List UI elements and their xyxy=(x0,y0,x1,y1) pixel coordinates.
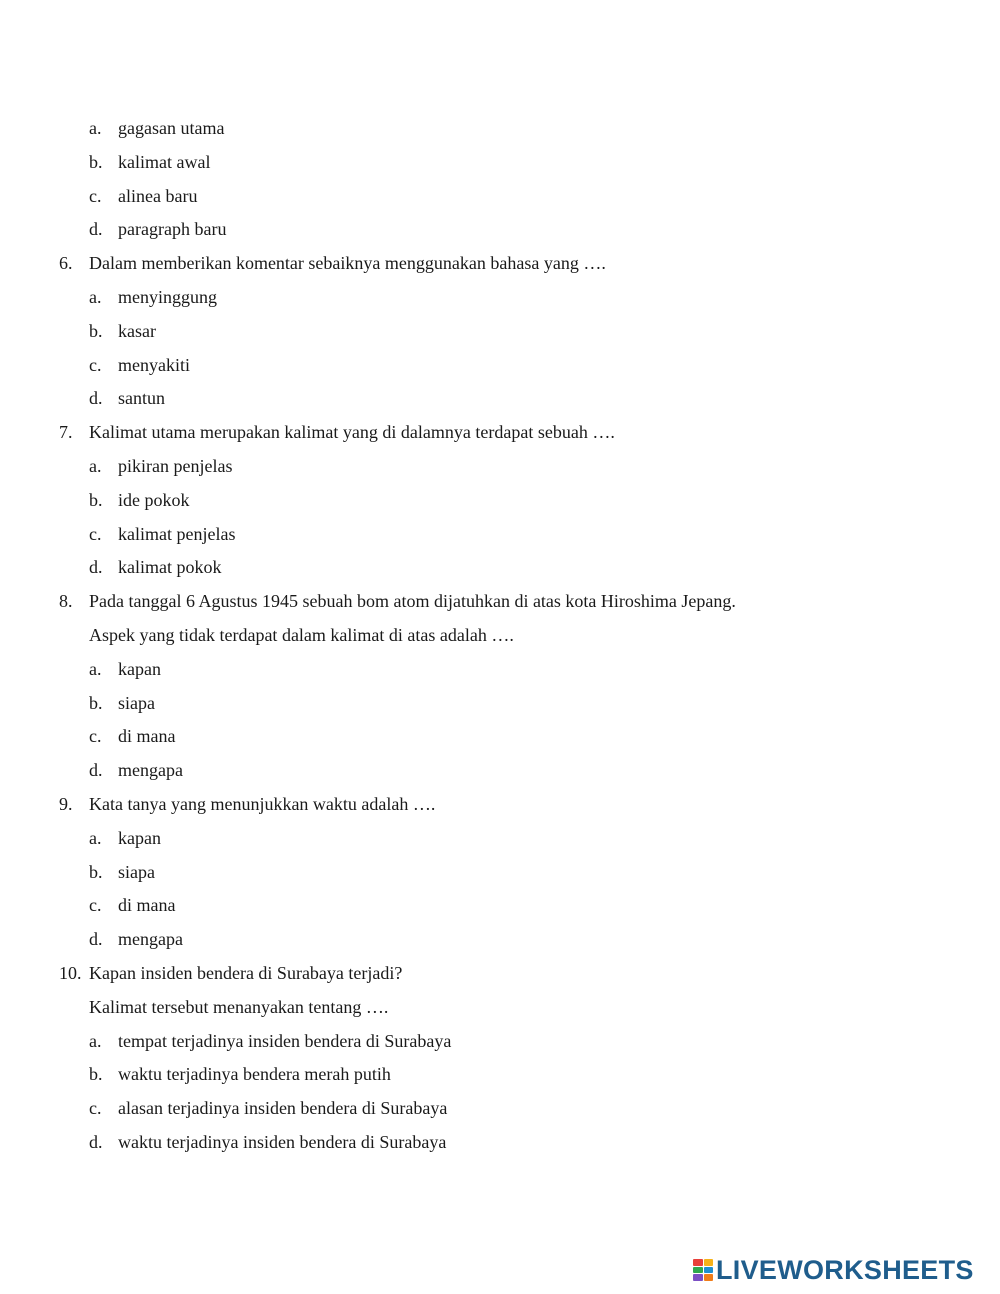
question-8-text: 8. Pada tanggal 6 Agustus 1945 sebuah bom atom dijatuhkan di atas kota Hiroshima Jepang. xyxy=(59,591,736,612)
question-8-prompt: Aspek yang tidak terdapat dalam kalimat di atas adalah …. xyxy=(89,624,514,645)
option-q10-d[interactable]: d. waktu terjadinya insiden bendera di Surabaya xyxy=(89,1131,447,1152)
question-10-prompt: Kalimat tersebut menanyakan tentang …. xyxy=(89,996,389,1017)
option-q9-a[interactable]: a. kapan xyxy=(89,827,161,848)
option-q7-a[interactable]: a. pikiran penjelas xyxy=(89,455,233,476)
brand-name: LIVEWORKSHEETS xyxy=(716,1254,974,1285)
option-q8-b[interactable]: b. siapa xyxy=(89,692,155,713)
logo-block xyxy=(704,1259,714,1266)
liveworksheets-logo-icon xyxy=(693,1259,713,1281)
option-q10-b[interactable]: b. waktu terjadinya bendera merah putih xyxy=(89,1064,391,1085)
liveworksheets-brand[interactable] xyxy=(693,1254,993,1286)
option-q6-c[interactable]: c. menyakiti xyxy=(89,354,190,375)
logo-block xyxy=(704,1274,714,1281)
option-q7-b[interactable]: b. ide pokok xyxy=(89,489,190,510)
logo-block xyxy=(693,1259,703,1266)
logo-block xyxy=(693,1274,703,1281)
option-q5-a[interactable]: a. gagasan utama xyxy=(89,118,225,138)
option-q9-b[interactable]: b. siapa xyxy=(89,861,155,882)
question-7-text: 7. Kalimat utama merupakan kalimat yang di dalamnya terdapat sebuah …. xyxy=(59,422,615,443)
option-q5-d[interactable]: d. paragraph baru xyxy=(89,219,227,240)
worksheet-page xyxy=(0,112,1000,1160)
option-q8-a[interactable]: a. kapan xyxy=(89,658,161,679)
option-q8-d[interactable]: d. mengapa xyxy=(89,760,183,781)
option-q9-c[interactable]: c. di mana xyxy=(89,895,176,916)
question-6 xyxy=(0,247,1000,416)
option-q7-d[interactable]: d. kalimat pokok xyxy=(89,557,222,578)
question-7 xyxy=(0,416,1000,585)
question-9-text: 9. Kata tanya yang menunjukkan waktu adalah …. xyxy=(59,793,436,814)
question-8 xyxy=(0,585,1000,788)
option-q5-b[interactable]: b. kalimat awal xyxy=(89,151,211,172)
question-10-text: 10. Kapan insiden bendera di Surabaya terjadi? xyxy=(59,962,403,983)
logo-block xyxy=(693,1267,703,1274)
question-10 xyxy=(0,957,1000,1160)
option-q8-c[interactable]: c. di mana xyxy=(89,726,176,747)
option-q6-b[interactable]: b. kasar xyxy=(89,320,156,341)
option-q10-a[interactable]: a. tempat terjadinya insiden bendera di Surabaya xyxy=(89,1030,452,1051)
option-q10-c[interactable]: c. alasan terjadinya insiden bendera di Surabaya xyxy=(89,1098,448,1119)
logo-block xyxy=(704,1267,714,1274)
option-q6-d[interactable]: d. santun xyxy=(89,388,165,409)
option-q9-d[interactable]: d. mengapa xyxy=(89,929,183,950)
option-q7-c[interactable]: c. kalimat penjelas xyxy=(89,523,236,544)
question-9 xyxy=(0,788,1000,957)
option-q5-c[interactable]: c. alinea baru xyxy=(89,185,198,206)
option-q6-a[interactable]: a. menyinggung xyxy=(89,286,217,307)
question-5-options xyxy=(0,112,1000,247)
question-6-text: 6. Dalam memberikan komentar sebaiknya menggunakan bahasa yang …. xyxy=(59,253,606,274)
